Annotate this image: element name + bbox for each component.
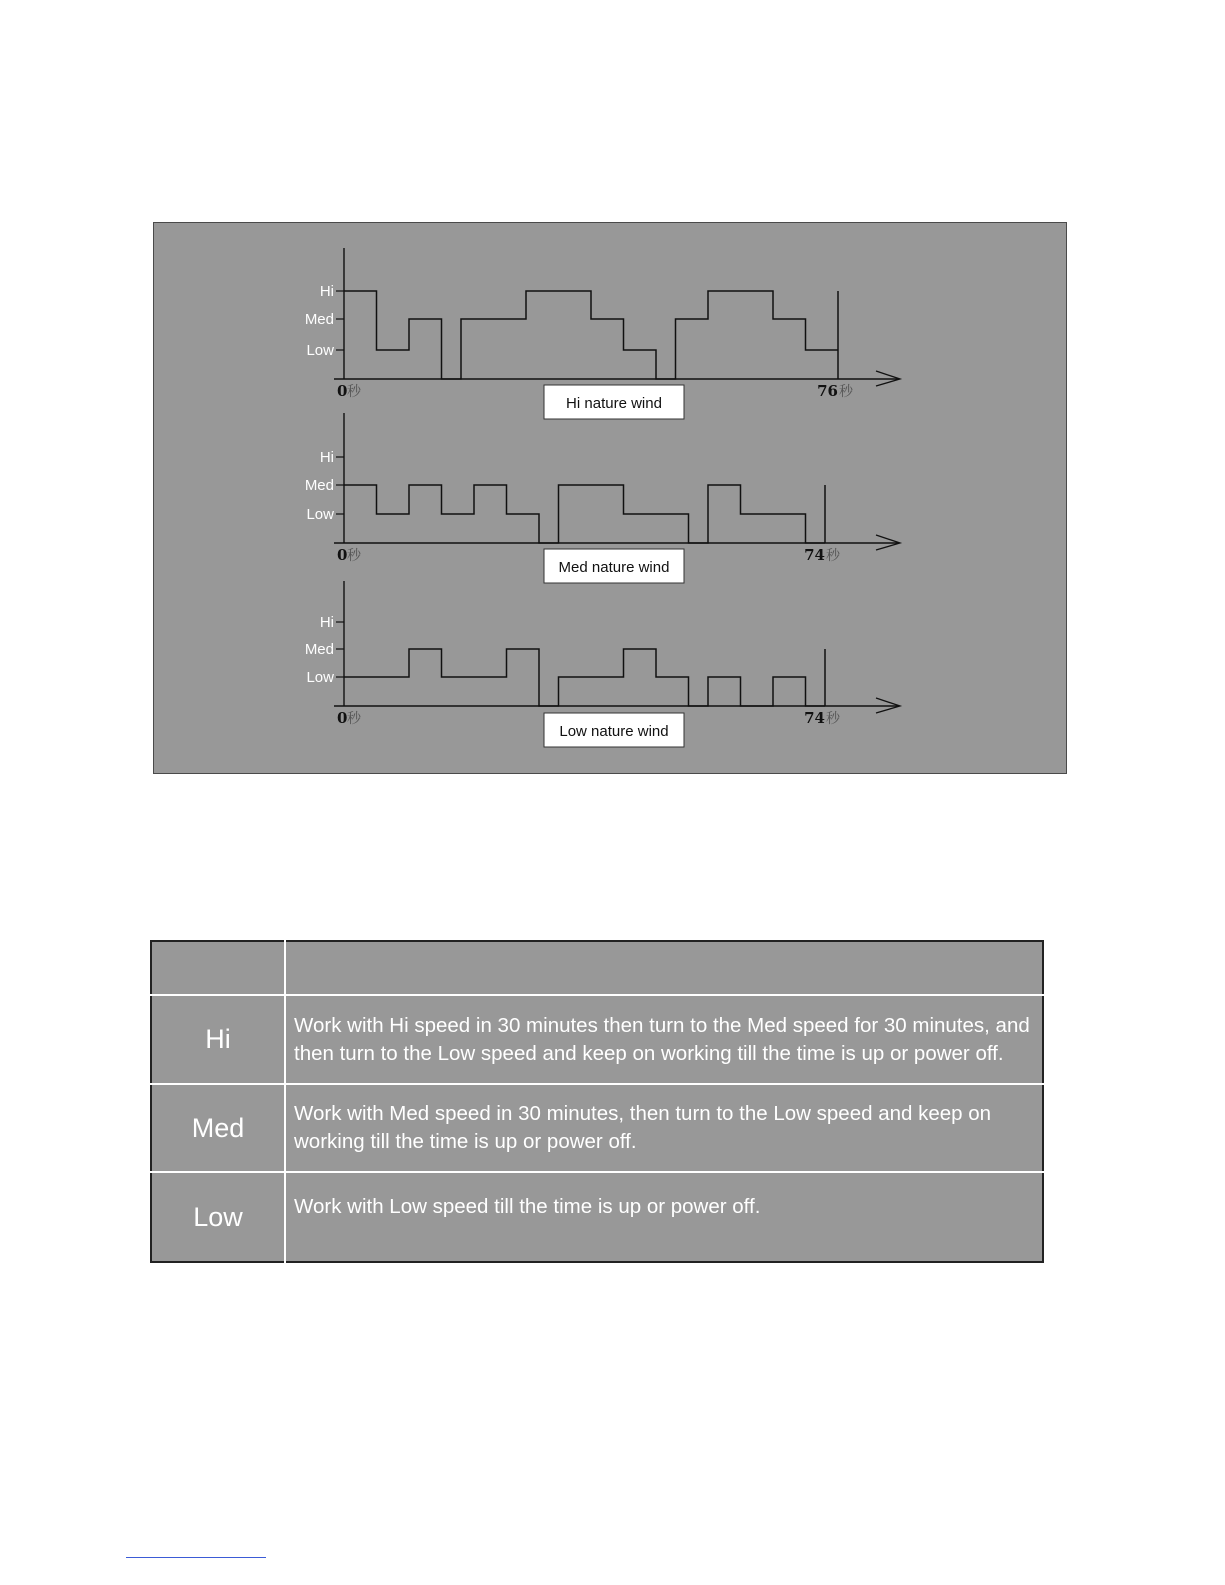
level-label-hi: Hi [319, 283, 334, 300]
time-start-label: 0 [337, 382, 348, 400]
caption-hi-nature-wind: Hi nature wind [566, 395, 662, 412]
wind-waveform [344, 649, 825, 706]
time-end-label: 74 [804, 709, 825, 727]
caption-med-nature-wind: Med nature wind [558, 559, 670, 576]
header-cell-mode [151, 941, 285, 995]
time-unit-label: 秒 [347, 384, 361, 400]
level-label-med: Med [304, 477, 334, 494]
time-unit-label: 秒 [826, 711, 840, 727]
wind-waveform [344, 291, 838, 379]
time-start-label: 0 [337, 709, 348, 727]
header-cell-description [285, 941, 1043, 995]
table-header-row [151, 941, 1043, 995]
time-start-label: 0 [337, 546, 348, 564]
table-row [151, 1084, 1043, 1172]
mode-description-low: Work with Low speed till the time is up or power off. [285, 1172, 1043, 1262]
time-unit-label: 秒 [347, 548, 361, 564]
footer-link-underline [126, 1557, 266, 1558]
level-label-low: Low [306, 669, 334, 686]
timer-mode-table [150, 940, 1044, 1263]
mode-name-hi: Hi [151, 995, 285, 1084]
time-end-label: 76 [817, 382, 838, 400]
time-unit-label: 秒 [826, 548, 840, 564]
time-unit-label: 秒 [347, 711, 361, 727]
mode-name-low: Low [151, 1172, 285, 1262]
level-label-med: Med [304, 641, 334, 658]
mode-description-med: Work with Med speed in 30 minutes, then turn to the Low speed and keep on working till the time is up or power off. [285, 1084, 1043, 1172]
level-label-med: Med [304, 311, 334, 328]
level-label-low: Low [306, 342, 334, 359]
wind-pattern-svg [154, 223, 1068, 775]
caption-low-nature-wind: Low nature wind [559, 723, 669, 740]
table-row [151, 995, 1043, 1084]
mode-name-med: Med [151, 1084, 285, 1172]
level-label-hi: Hi [319, 614, 334, 631]
time-end-label: 74 [804, 546, 825, 564]
time-unit-label: 秒 [839, 384, 853, 400]
wind-waveform [344, 485, 825, 543]
level-label-hi: Hi [319, 449, 334, 466]
mode-description-hi: Work with Hi speed in 30 minutes then turn to the Med speed for 30 minutes, and then turn to the Low speed and keep on working till the time is up or power off. [285, 995, 1043, 1084]
wind-pattern-diagram [153, 222, 1067, 774]
level-label-low: Low [306, 506, 334, 523]
table-row [151, 1172, 1043, 1262]
